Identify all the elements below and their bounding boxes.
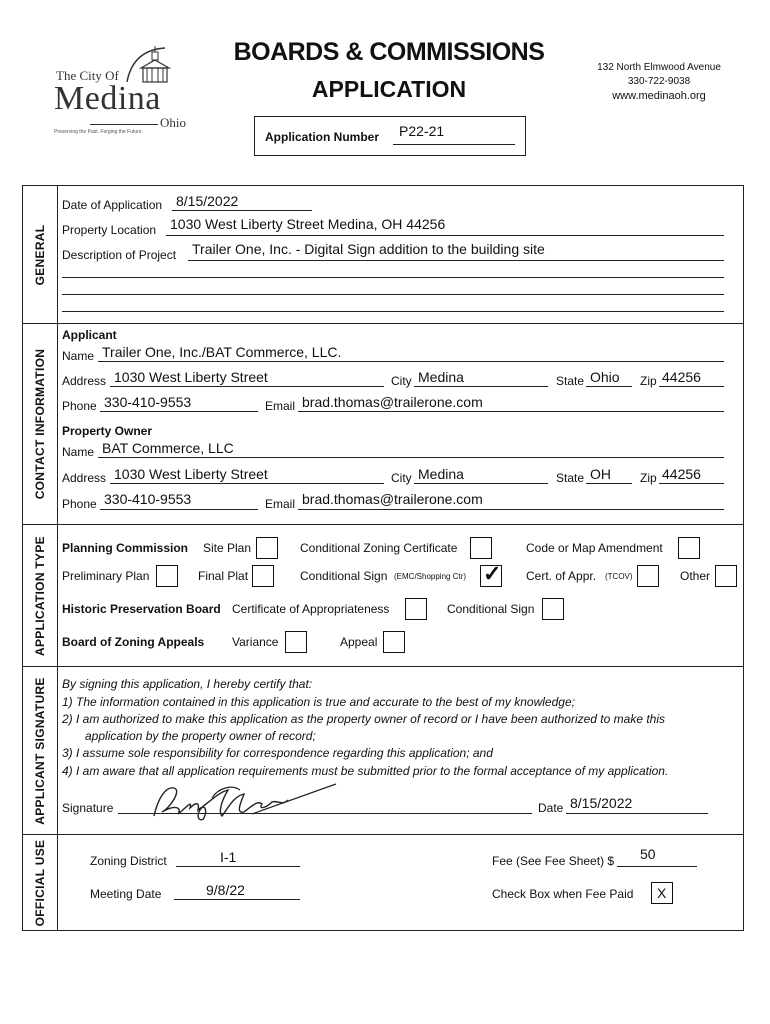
- conditional-zoning-label: Conditional Zoning Certificate: [300, 541, 458, 555]
- logo-city-of: The City Of: [56, 68, 119, 83]
- applicant-state-value: Ohio: [590, 369, 620, 385]
- certify-item-1: 1) The information contained in this application is true and accurate to the best of my knowledge;: [62, 695, 575, 709]
- fee-value: 50: [640, 846, 656, 862]
- form-title-line2: APPLICATION: [311, 76, 467, 102]
- applicant-phone-input[interactable]: [100, 411, 258, 412]
- property-location-label: Property Location: [62, 223, 157, 237]
- description-value: Trailer One, Inc. - Digital Sign addition to the building site: [192, 241, 545, 257]
- owner-zip-input[interactable]: [659, 483, 724, 484]
- hp-conditional-sign-label: Conditional Sign: [447, 602, 535, 616]
- applicant-address-value: 1030 West Liberty Street: [114, 369, 268, 385]
- description-line-4[interactable]: [62, 311, 724, 312]
- cert-appr-checkbox[interactable]: [637, 565, 659, 587]
- zoning-district-input[interactable]: [176, 866, 300, 867]
- historic-preservation-heading: Historic Preservation Board: [62, 602, 221, 616]
- logo-ohio: Ohio: [160, 115, 186, 130]
- applicant-zip-input[interactable]: [659, 386, 724, 387]
- applicant-name-value: Trailer One, Inc./BAT Commerce, LLC.: [102, 344, 342, 360]
- applicant-city-input[interactable]: [414, 386, 548, 387]
- fee-label: Fee (See Fee Sheet) $: [492, 854, 615, 868]
- conditional-sign-label: Conditional Sign: [300, 569, 388, 583]
- description-line-2[interactable]: [62, 277, 724, 278]
- zoning-district-value: I-1: [220, 849, 237, 865]
- signature-date-label: Date: [538, 801, 564, 815]
- official-use-section: [22, 834, 744, 931]
- owner-address-value: 1030 West Liberty Street: [114, 466, 268, 482]
- fee-input[interactable]: [617, 866, 697, 867]
- certify-item-3: 3) I assume sole responsibility for correspondence regarding this application; and: [62, 746, 493, 760]
- application-number-value: P22-21: [399, 123, 445, 139]
- owner-zip-value: 44256: [662, 466, 701, 482]
- owner-email-value: brad.thomas@trailerone.com: [302, 491, 483, 507]
- owner-phone-value: 330-410-9553: [104, 491, 192, 507]
- applicant-email-label: Email: [265, 399, 296, 413]
- date-of-application-value: 8/15/2022: [176, 193, 239, 209]
- owner-city-label: City: [391, 471, 412, 485]
- owner-phone-input[interactable]: [100, 509, 258, 510]
- description-input[interactable]: [188, 260, 724, 261]
- other-checkbox[interactable]: [715, 565, 737, 587]
- cert-appr-label: Cert. of Appr.: [526, 569, 597, 583]
- certificate-appropriateness-label: Certificate of Appropriateness: [232, 602, 390, 616]
- owner-email-input[interactable]: [298, 509, 724, 510]
- applicant-name-input[interactable]: [98, 361, 724, 362]
- general-sidebar: GENERAL: [22, 185, 58, 324]
- date-of-application-label: Date of Application: [62, 198, 163, 212]
- certify-item-4: 4) I am aware that all application requirements must be submitted prior to the formal acceptance of my application.: [62, 764, 669, 778]
- description-line-3[interactable]: [62, 294, 724, 295]
- code-map-checkbox[interactable]: [678, 537, 700, 559]
- fee-paid-mark: X: [657, 885, 667, 901]
- property-location-input[interactable]: [166, 235, 724, 236]
- certify-intro: By signing this application, I hereby certify that:: [62, 677, 313, 691]
- applicant-phone-label: Phone: [62, 399, 97, 413]
- fee-paid-checkbox[interactable]: [651, 882, 673, 904]
- applicant-address-label: Address: [62, 374, 107, 388]
- variance-label: Variance: [232, 635, 279, 649]
- code-map-label: Code or Map Amendment: [526, 541, 663, 555]
- signature-date-input[interactable]: [566, 813, 708, 814]
- property-location-value: 1030 West Liberty Street Medina, OH 44256: [170, 216, 446, 232]
- site-plan-label: Site Plan: [203, 541, 252, 555]
- signature-label: Signature: [62, 801, 114, 815]
- owner-name-label: Name: [62, 445, 95, 459]
- owner-name-value: BAT Commerce, LLC: [102, 440, 234, 456]
- certify-item-2: 2) I am authorized to make this application as the property owner of record or I have been authorized to make this: [62, 712, 665, 726]
- owner-state-value: OH: [590, 466, 611, 482]
- applicant-city-value: Medina: [418, 369, 464, 385]
- owner-email-label: Email: [265, 497, 296, 511]
- owner-phone-label: Phone: [62, 497, 97, 511]
- owner-name-input[interactable]: [98, 457, 724, 458]
- city-website: www.medinaoh.org: [612, 90, 706, 102]
- meeting-date-label: Meeting Date: [90, 887, 162, 901]
- planning-commission-heading: Planning Commission: [62, 541, 189, 555]
- variance-checkbox[interactable]: [285, 631, 307, 653]
- conditional-zoning-checkbox[interactable]: [470, 537, 492, 559]
- applicant-state-input[interactable]: [586, 386, 632, 387]
- applicant-phone-value: 330-410-9553: [104, 394, 192, 410]
- city-address: 132 North Elmwood Avenue: [597, 62, 721, 73]
- city-logo: [50, 40, 200, 135]
- conditional-sign-note: (EMC/Shopping Ctr): [394, 572, 467, 581]
- official-use-sidebar: OFFICIAL USE: [22, 834, 58, 931]
- zoning-district-label: Zoning District: [90, 854, 167, 868]
- conditional-sign-checkbox[interactable]: [480, 561, 502, 587]
- applicant-email-input[interactable]: [298, 411, 724, 412]
- cert-appr-note: (TCOV): [605, 572, 633, 581]
- zoning-appeals-heading: Board of Zoning Appeals: [62, 635, 205, 649]
- date-of-application-input[interactable]: [172, 210, 312, 211]
- logo-medina: Medina: [54, 80, 161, 117]
- meeting-date-input[interactable]: [174, 899, 300, 900]
- owner-state-label: State: [556, 471, 585, 485]
- certify-item-2-cont: application by the property owner of record;: [85, 729, 316, 743]
- final-plat-checkbox[interactable]: [252, 565, 274, 587]
- checkmark-icon: ✓: [483, 561, 502, 586]
- certificate-appropriateness-checkbox[interactable]: [405, 598, 427, 620]
- city-phone: 330-722-9038: [627, 76, 691, 87]
- handwritten-signature-icon: [148, 778, 343, 826]
- description-label: Description of Project: [62, 248, 177, 262]
- owner-address-input[interactable]: [110, 483, 384, 484]
- applicant-address-input[interactable]: [110, 386, 384, 387]
- contact-sidebar: CONTACT INFORMATION: [22, 323, 58, 525]
- applicant-state-label: State: [556, 374, 585, 388]
- applicant-zip-value: 44256: [662, 369, 701, 385]
- application-number-box: [254, 116, 526, 156]
- site-plan-checkbox[interactable]: [256, 537, 278, 559]
- meeting-date-value: 9/8/22: [206, 882, 245, 898]
- signature-date-value: 8/15/2022: [570, 795, 633, 811]
- fee-paid-label: Check Box when Fee Paid: [492, 887, 634, 901]
- logo-tagline: Preserving the Past. Forging the Future.: [54, 129, 143, 135]
- preliminary-plan-label: Preliminary Plan: [62, 569, 150, 583]
- owner-heading: Property Owner: [62, 424, 153, 438]
- owner-address-label: Address: [62, 471, 107, 485]
- appeal-label: Appeal: [340, 635, 378, 649]
- form-title-line1: BOARDS & COMMISSIONS: [233, 38, 545, 66]
- owner-zip-label: Zip: [640, 471, 657, 485]
- application-type-sidebar: APPLICATION TYPE: [22, 524, 58, 667]
- hp-conditional-sign-checkbox[interactable]: [542, 598, 564, 620]
- preliminary-plan-checkbox[interactable]: [156, 565, 178, 587]
- final-plat-label: Final Plat: [198, 569, 249, 583]
- application-number-label: Application Number: [265, 130, 380, 144]
- applicant-zip-label: Zip: [640, 374, 657, 388]
- other-label: Other: [680, 569, 711, 583]
- signature-sidebar: APPLICANT SIGNATURE: [22, 666, 58, 835]
- owner-state-input[interactable]: [586, 483, 632, 484]
- applicant-heading: Applicant: [62, 328, 117, 342]
- applicant-city-label: City: [391, 374, 412, 388]
- owner-city-value: Medina: [418, 466, 464, 482]
- application-number-input[interactable]: [393, 121, 515, 145]
- applicant-email-value: brad.thomas@trailerone.com: [302, 394, 483, 410]
- owner-city-input[interactable]: [414, 483, 548, 484]
- applicant-name-label: Name: [62, 349, 95, 363]
- appeal-checkbox[interactable]: [383, 631, 405, 653]
